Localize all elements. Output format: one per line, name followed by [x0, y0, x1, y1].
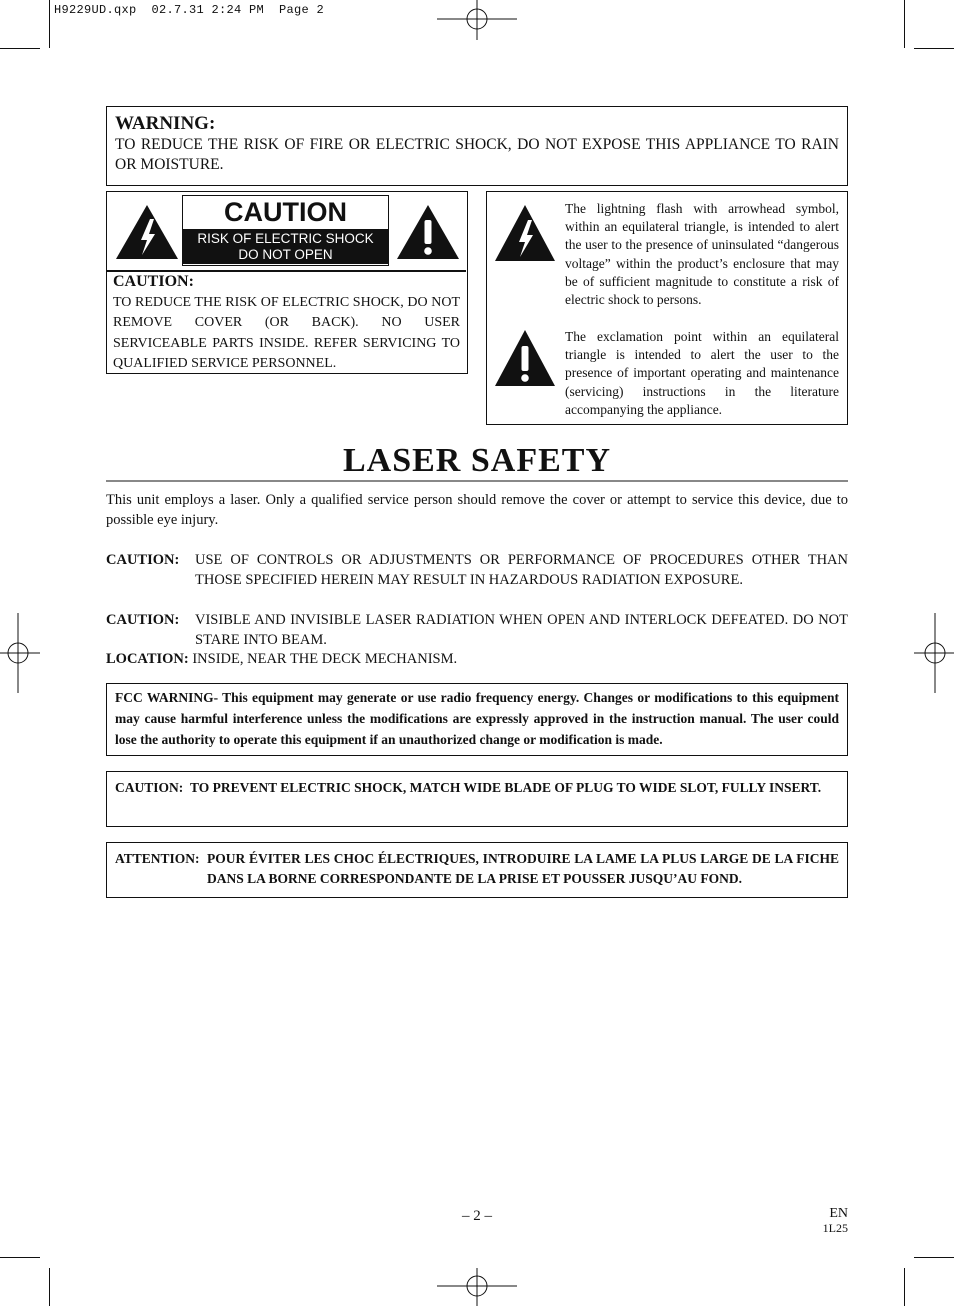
caution-text: TO REDUCE THE RISK OF ELECTRIC SHOCK, DO NOT REMOVE COVER (OR BACK). NO USER SERVICEABLE PARTS INSIDE. REFER SERVICING TO QUALIFIED SERVICE PERSONNEL. — [113, 295, 460, 371]
plug-caution-box — [106, 771, 848, 827]
laser-safety-title: LASER SAFETY — [342, 442, 611, 479]
caution-title: CAUTION: — [113, 273, 194, 290]
plug-caution-text: TO PREVENT ELECTRIC SHOCK, MATCH WIDE BLADE OF PLUG TO WIDE SLOT, FULLY INSERT. — [190, 780, 822, 795]
registration-mark-icon — [437, 1268, 517, 1306]
fcc-warning-box — [106, 683, 848, 756]
laser-caution-2 — [106, 610, 848, 650]
caution-badge — [182, 195, 389, 266]
laser-intro: This unit employs a laser. Only a qualified service person should remove the cover or attempt to service this device, due to possible eye injury. — [106, 492, 848, 528]
registration-mark-icon — [437, 0, 517, 40]
laser-location-text: INSIDE, NEAR THE DECK MECHANISM. — [192, 651, 458, 667]
laser-caution-2-label: CAUTION: — [106, 612, 180, 628]
fcc-warning-text: FCC WARNING- This equipment may generate or use radio frequency energy. Changes or modifications to this equipment may cause harmful interference unless the modifications are expressly approved in the instruction manual. The user could lose the authority to operate this equipment if an unauthorized change or modification is made. — [115, 690, 839, 747]
footer-code-block — [800, 1206, 848, 1236]
laser-caution-2-text: VISIBLE AND INVISIBLE LASER RADIATION WHEN OPEN AND INTERLOCK DEFEATED. DO NOT STARE INTO BEAM. — [195, 612, 848, 648]
page-number: – 2 – — [462, 1208, 492, 1224]
caution-label-box — [106, 191, 468, 374]
title-rule — [106, 480, 848, 482]
caution-badge-line1: RISK OF ELECTRIC SHOCK — [197, 231, 374, 246]
attention-label: ATTENTION: — [115, 851, 200, 866]
footer-code: 1L25 — [822, 1221, 848, 1235]
attention-box — [106, 842, 848, 898]
footer-lang: EN — [829, 1206, 848, 1221]
warning-box — [106, 106, 848, 186]
caution-badge-title: CAUTION — [224, 197, 347, 227]
laser-caution-1-label: CAUTION: — [106, 552, 180, 568]
symbol-explanation-box — [486, 191, 848, 425]
caution-badge-line2: DO NOT OPEN — [238, 247, 333, 262]
registration-mark-icon — [914, 613, 954, 693]
plug-caution-label: CAUTION: — [115, 780, 184, 795]
attention-text: POUR ÉVITER LES CHOC ÉLECTRIQUES, INTRODUIRE LA LAME LA PLUS LARGE DE LA FICHE DANS LA BORNE CORRESPONDANTE DE LA PRISE ET POUSSER JUSQU’AU FOND. — [207, 851, 839, 886]
registration-mark-icon — [0, 613, 40, 693]
laser-location-label: LOCATION: — [106, 651, 189, 667]
exclamation-explanation: The exclamation point within an equilateral triangle is intended to alert the user to the presence of important operating and maintenance (servicing) instructions in the literature accompanying the appliance. — [565, 329, 839, 417]
warning-text: TO REDUCE THE RISK OF FIRE OR ELECTRIC SHOCK, DO NOT EXPOSE THIS APPLIANCE TO RAIN OR MOISTURE. — [115, 136, 839, 173]
laser-caution-1 — [106, 550, 848, 590]
warning-title: WARNING: — [115, 113, 216, 134]
exclamation-triangle-icon — [395, 203, 461, 261]
lightning-triangle-icon — [493, 203, 557, 263]
print-header: H9229UD.qxp 02.7.31 2:24 PM Page 2 — [54, 3, 325, 17]
lightning-triangle-icon — [114, 203, 180, 261]
lightning-explanation: The lightning flash with arrowhead symbol, within an equilateral triangle, is intended to alert the user to the presence of uninsulated “dangerous voltage” within the product’s enclosure that may be of sufficient magnitude to constitute a risk of electric shock to persons. — [565, 201, 839, 308]
laser-location — [106, 649, 848, 669]
caution-badge-band — [183, 229, 388, 264]
laser-caution-1-text: USE OF CONTROLS OR ADJUSTMENTS OR PERFORMANCE OF PROCEDURES OTHER THAN THOSE SPECIFIED HEREIN MAY RESULT IN HAZARDOUS RADIATION EXPOSURE. — [195, 552, 848, 588]
exclamation-triangle-icon — [493, 328, 557, 388]
